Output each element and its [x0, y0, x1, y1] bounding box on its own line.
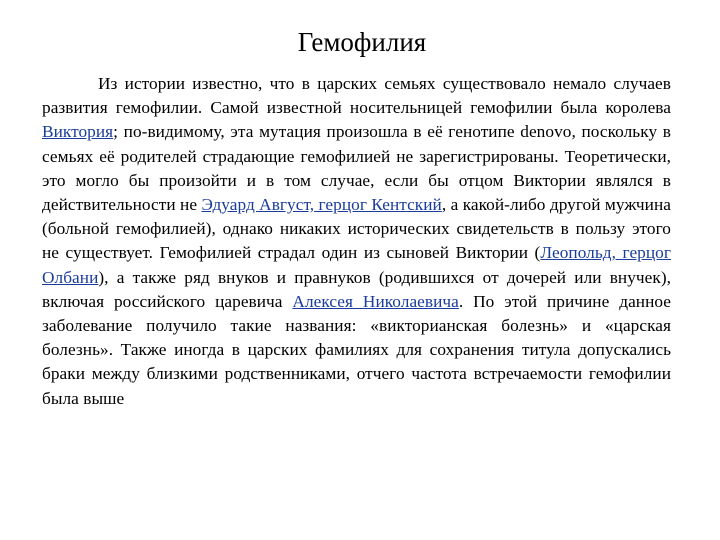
page-title: Гемофилия	[297, 27, 427, 57]
text-segment: ; по-видимому, эта мутация произошла в её генотипе denovo, поскольку в семьях её родителей страдающие гемофилией не зарегистрированы. Теоретически, это могло бы произойти и в том случае, если бы отцом Виктории являлся в действительности не	[42, 122, 671, 215]
text-segment: Из истории известно, что в царских семьях существовало немало случаев развития гемофилии. Самой известной носительницей гемофилии была королева	[42, 74, 671, 118]
link-edward-augustus[interactable]: Эдуард Август, герцог Кентский	[201, 195, 442, 215]
text-segment: . По этой причине данное заболевание получило такие названия: «викторианская болезнь» и «царская болезнь». Также иногда в царских фамилиях для сохранения титула допускались браки между близкими родственниками, отчего частота встречаемости гемофилии была выше	[42, 291, 672, 408]
text-segment: , а какой-либо другой мужчина (больной гемофилией), однако никаких исторических свидетельств в пользу этого не существует. Гемофилией страдал один из сыновей Виктории (	[42, 195, 671, 263]
link-leopold[interactable]: Леопольд, герцог Олбани	[42, 243, 671, 287]
link-alexei[interactable]: Алексея Николаевича	[292, 291, 459, 311]
body-paragraph	[42, 72, 671, 411]
text-segment: ), а также ряд внуков и правнуков (родившихся от дочерей или внучек), включая российского царевича	[42, 267, 671, 311]
link-victoria[interactable]: Виктория	[42, 122, 114, 142]
